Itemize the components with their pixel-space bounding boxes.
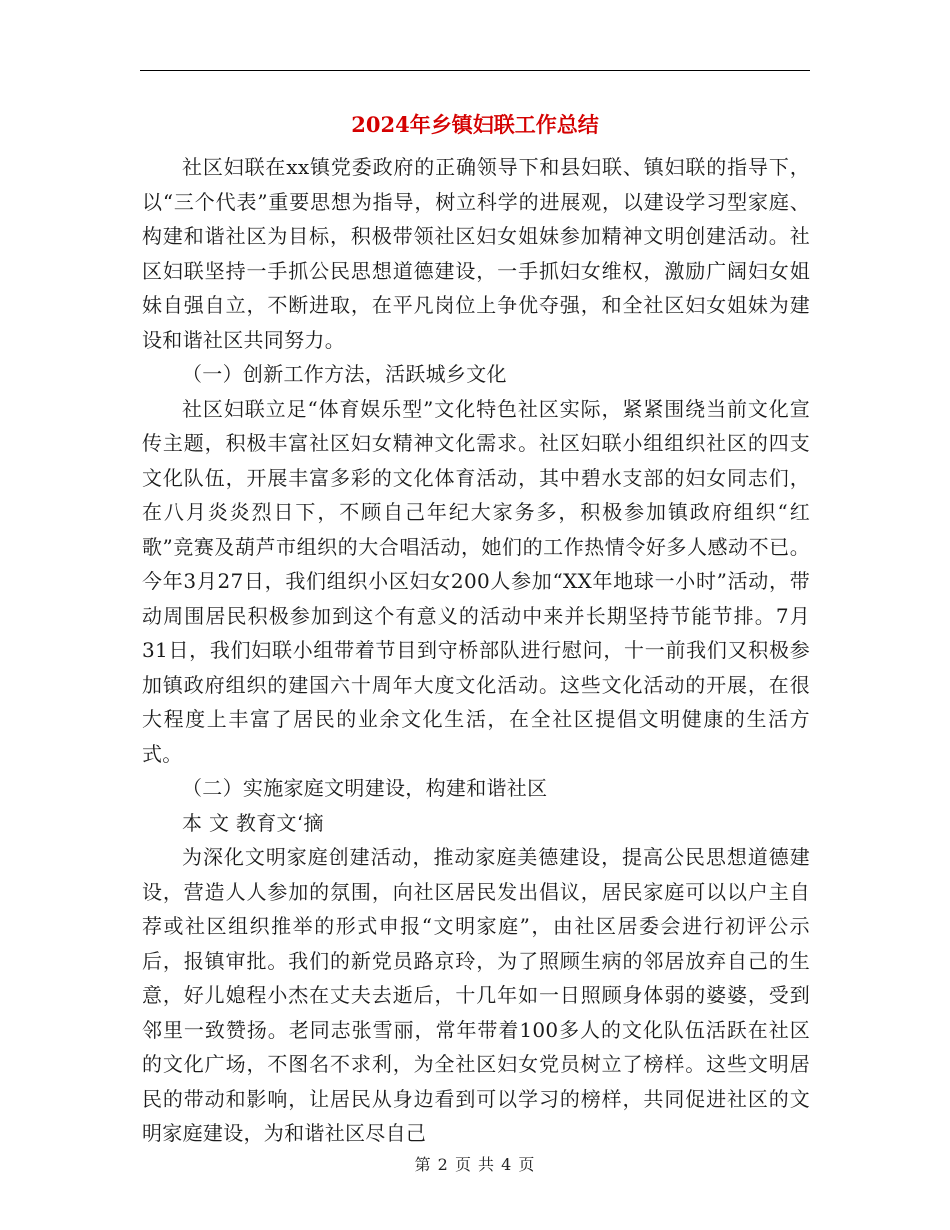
section-heading-1: （一）创新工作方法，活跃城乡文化 (182, 362, 507, 386)
watermark-text-line: 本 文 教育文‘摘 (182, 810, 324, 835)
section-heading-2: （二）实施家庭文明建设，构建和谐社区 (182, 776, 548, 800)
paragraph-intro: 社区妇联在xx镇党委政府的正确领导下和县妇联、镇妇联的指导下，以“三个代表”重要思想为指导，树立科学的进展观，以建设学习型家庭、构建和谐社区为目标，积极带领社区妇女姐妹参加精神文明创建活动。社区妇联坚持一手抓公民思想道德建设，一手抓妇女维权，激励广阔妇女姐妹自强自立，不断进取，在平凡岗位上争优夺强，和全社区妇女姐妹为建设和谐社区共同努力。 (142, 155, 810, 352)
document-body (142, 150, 810, 1151)
paragraph-culture: 社区妇联立足“体育娱乐型”文化特色社区实际，紧紧围绕当前文化宣传主题，积极丰富社区妇女精神文化需求。社区妇联小组组织社区的四支文化队伍，开展丰富多彩的文化体育活动，其中碧水支部的妇女同志们，在八月炎炎烈日下，不顾自己年纪大家务多，积极参加镇政府组织“红歌”竞赛及葫芦市组织的大合唱活动，她们的工作热情令好多人感动不已。今年3月27日，我们组织小区妇女200人参加“XX年地球一小时”活动，带动周围居民积极参加到这个有意义的活动中来并长期坚持节能节排。7月31日，我们妇联小组带着节目到守桥部队进行慰问，十一前我们又积极参加镇政府组织的建国六十周年大度文化活动。这些文化活动的开展，在很大程度上丰富了居民的业余文化生活，在全社区提倡文明健康的生活方式。 (142, 396, 810, 766)
document-title: 2024年乡镇妇联工作总结 (351, 112, 599, 137)
header-rule (140, 70, 810, 71)
paragraph-family: 为深化文明家庭创建活动，推动家庭美德建设，提高公民思想道德建设，营造人人参加的氛围，向社区居民发出倡议，居民家庭可以以户主自荐或社区组织推举的形式申报“文明家庭”，由社区居委会进行初评公示后，报镇审批。我们的新党员路京玲，为了照顾生病的邻居放弃自己的生意，好儿媳程小杰在丈夫去逝后，十几年如一日照顾身体弱的婆婆，受到邻里一致赞扬。老同志张雪丽，常年带着100多人的文化队伍活跃在社区的文化广场，不图名不求利，为全社区妇女党员树立了榜样。这些文明居民的带动和影响，让居民从身边看到可以学习的榜样，共同促进社区的文明家庭建设，为和谐社区尽自己 (142, 845, 810, 1145)
page-number: 第 2 页 共 4 页 (414, 1155, 536, 1174)
